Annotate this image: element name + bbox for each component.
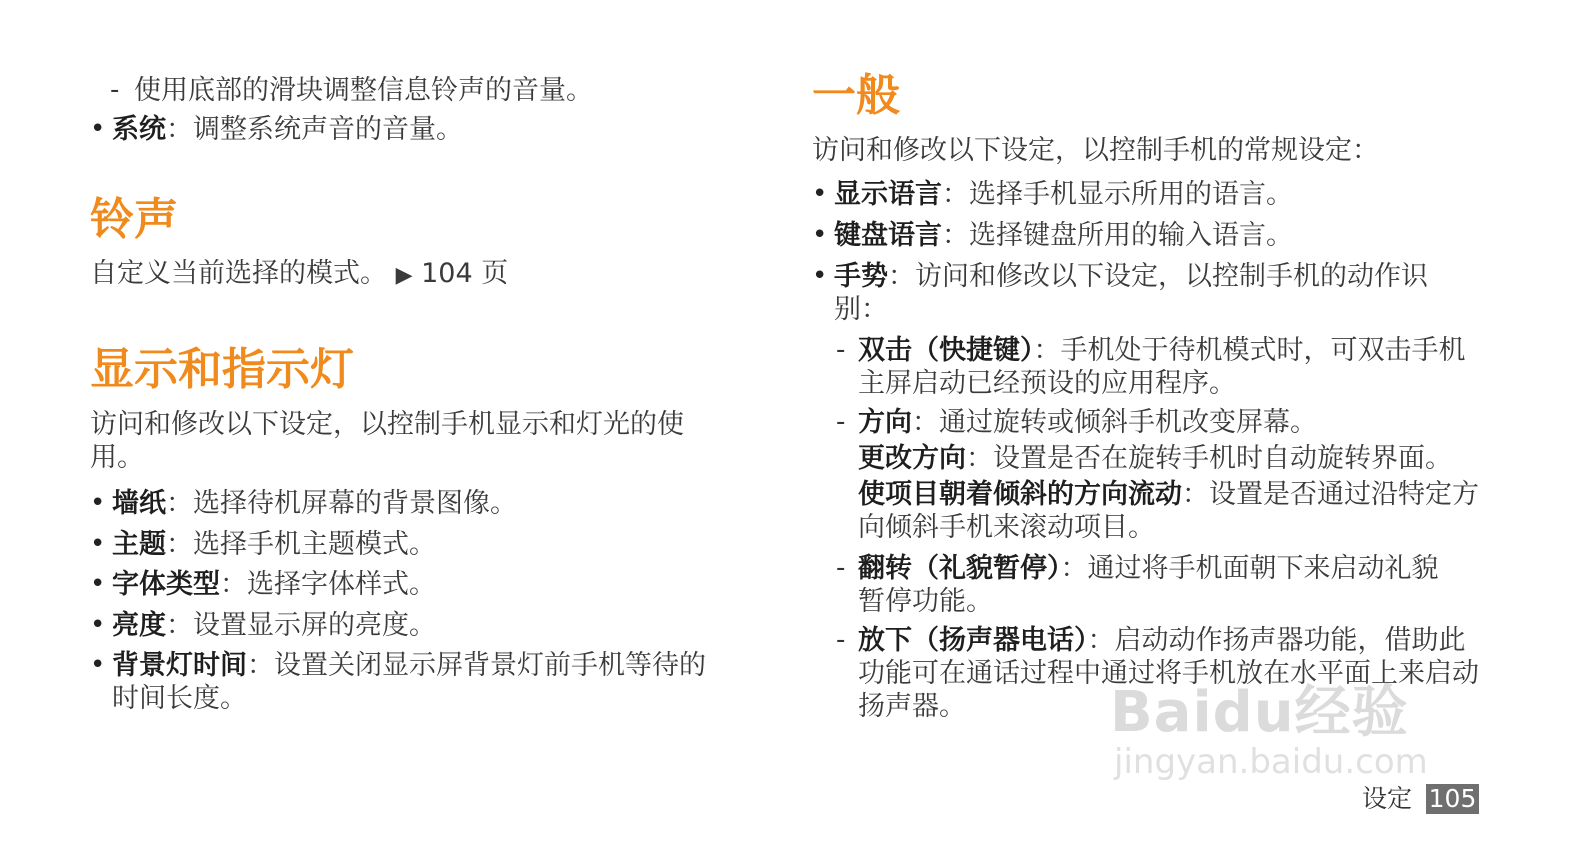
ringtone-heading: 铃声	[90, 194, 178, 245]
item-desc: 设置显示屏的亮度。	[193, 610, 436, 641]
sub-desc: 通过将手机面朝下来启动礼貌暂停功能。	[858, 553, 1439, 617]
bullet-marker: •	[90, 650, 106, 680]
bullet-marker: •	[90, 569, 106, 599]
dash-marker: -	[110, 75, 120, 105]
item-desc: 选择手机主题模式。	[193, 529, 436, 560]
gesture-double-tap: 双击（快捷键）：手机处于待机模式时，可双击手机主屏启动已经预设的应用程序。	[858, 335, 1466, 399]
ringtone-desc-line	[90, 257, 508, 292]
page-ref-link[interactable]: 104 页	[421, 258, 509, 289]
bullet-marker: •	[90, 610, 106, 640]
sub-term: 方向	[858, 407, 912, 438]
display-heading: 显示和指示灯	[90, 344, 354, 395]
item-term: 显示语言	[834, 179, 942, 210]
detail-desc: 设置是否在旋转手机时自动旋转界面。	[993, 443, 1452, 474]
display-item-theme: 主题：选择手机主题模式。	[112, 529, 436, 560]
item-desc: 选择字体样式。	[247, 569, 436, 600]
bullet-marker: •	[812, 220, 828, 250]
general-heading: 一般	[812, 70, 900, 121]
item-term: 主题	[112, 529, 166, 560]
dash-marker: -	[836, 407, 846, 437]
detail-desc: 设置是否通过沿特定方向倾斜手机来滚动项目。	[858, 479, 1479, 543]
general-item-keyboard-language: 键盘语言：选择键盘所用的输入语言。	[834, 220, 1293, 251]
general-item-gesture: 手势：访问和修改以下设定，以控制手机的动作识别：	[834, 261, 1428, 325]
bullet-marker: •	[812, 261, 828, 291]
dash-marker: -	[836, 553, 846, 583]
footer-section-label: 设定	[1362, 784, 1413, 813]
watermark-url: jingyan.baidu.com	[1114, 742, 1428, 782]
baidu-watermark	[1110, 668, 1480, 788]
general-desc: 访问和修改以下设定，以控制手机的常规设定：	[812, 135, 1379, 166]
orientation-tilt-scroll: 使项目朝着倾斜的方向流动：设置是否通过沿特定方向倾斜手机来滚动项目。	[858, 479, 1479, 543]
item-term: 字体类型	[112, 569, 220, 600]
display-item-font: 字体类型：选择字体样式。	[112, 569, 436, 600]
sub-desc: 手机处于待机模式时，可双击手机主屏启动已经预设的应用程序。	[858, 335, 1466, 399]
display-desc: 访问和修改以下设定，以控制手机显示和灯光的使用。	[90, 409, 684, 473]
detail-term: 使项目朝着倾斜的方向流动	[858, 479, 1182, 510]
gesture-put-down: 放下（扬声器电话）：启动动作扬声器功能，借助此功能可在通话过程中通过将手机放在水平面上来启动扬声器。	[858, 625, 1479, 722]
system-desc: 调整系统声音的音量。	[193, 114, 463, 145]
sub-term: 双击（快捷键）	[858, 335, 1034, 366]
item-term: 亮度	[112, 610, 166, 641]
display-item-backlight: 背景灯时间：设置关闭显示屏背景灯前手机等待的时间长度。	[112, 650, 706, 714]
item-term: 墙纸	[112, 488, 166, 519]
system-term: 系统	[112, 114, 166, 145]
system-item: 系统：调整系统声音的音量。	[112, 114, 463, 145]
display-item-wallpaper: 墙纸：选择待机屏幕的背景图像。	[112, 488, 517, 519]
watermark-logo: Baidu经验	[1110, 680, 1409, 745]
item-desc: 选择键盘所用的输入语言。	[969, 220, 1293, 251]
general-item-display-language: 显示语言：选择手机显示所用的语言。	[834, 179, 1293, 210]
sub-desc: 通过旋转或倾斜手机改变屏幕。	[939, 407, 1317, 438]
item-term: 键盘语言	[834, 220, 942, 251]
gesture-flip: 翻转（礼貌暂停）：通过将手机面朝下来启动礼貌暂停功能。	[858, 553, 1439, 617]
item-desc: 设置关闭显示屏背景灯前手机等待的时间长度。	[112, 650, 706, 714]
item-desc: 选择手机显示所用的语言。	[969, 179, 1293, 210]
bullet-marker: •	[90, 114, 106, 144]
item-desc: 选择待机屏幕的背景图像。	[193, 488, 517, 519]
gesture-orientation: 方向：通过旋转或倾斜手机改变屏幕。	[858, 407, 1317, 438]
orientation-change: 更改方向：设置是否在旋转手机时自动旋转界面。	[858, 443, 1452, 474]
bullet-marker: •	[90, 488, 106, 518]
intro-dash-text: 使用底部的滑块调整信息铃声的音量。	[134, 75, 593, 106]
page-number: 105	[1426, 784, 1479, 814]
item-term: 背景灯时间	[112, 650, 247, 681]
ringtone-desc: 自定义当前选择的模式。	[90, 258, 387, 289]
bullet-marker: •	[812, 179, 828, 209]
sub-desc: 启动动作扬声器功能，借助此功能可在通话过程中通过将手机放在水平面上来启动扬声器。	[858, 625, 1479, 722]
page-ref-arrow-icon: ▶	[395, 263, 413, 288]
dash-marker: -	[836, 625, 846, 655]
display-item-brightness: 亮度：设置显示屏的亮度。	[112, 610, 436, 641]
item-desc: 访问和修改以下设定，以控制手机的动作识别：	[834, 261, 1428, 325]
item-term: 手势	[834, 261, 888, 292]
dash-marker: -	[836, 335, 846, 365]
bullet-marker: •	[90, 529, 106, 559]
sub-term: 放下（扬声器电话）	[858, 625, 1088, 656]
sub-term: 翻转（礼貌暂停）	[858, 553, 1061, 584]
detail-term: 更改方向	[858, 443, 966, 474]
